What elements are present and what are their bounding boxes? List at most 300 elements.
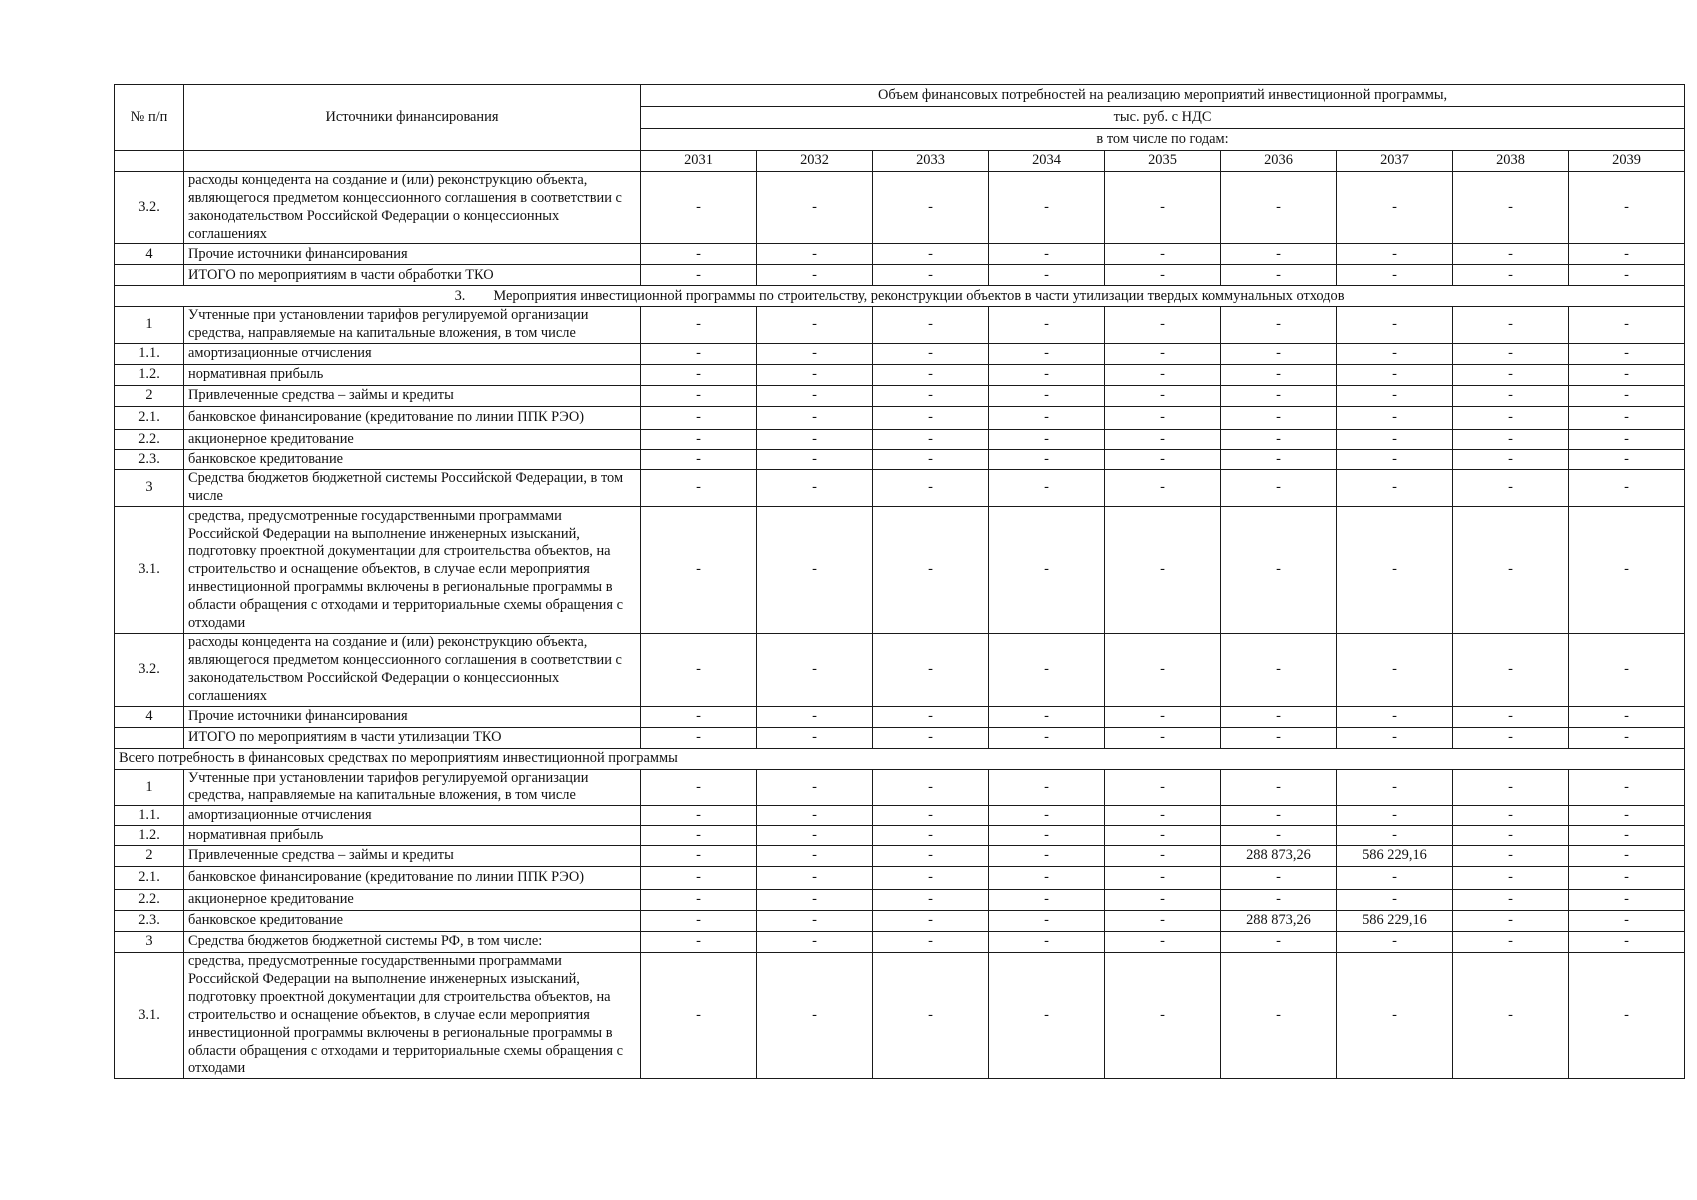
value-cell: - [757, 826, 873, 846]
year-header: 2036 [1221, 151, 1337, 172]
value-cell: - [1221, 706, 1337, 727]
value-cell: - [1105, 386, 1221, 407]
value-cell: - [757, 769, 873, 806]
value-cell: - [641, 265, 757, 286]
value-cell: - [1453, 727, 1569, 748]
value-cell: - [641, 365, 757, 386]
value-cell: - [1453, 386, 1569, 407]
value-cell: - [1569, 727, 1685, 748]
row-number: 1 [115, 769, 184, 806]
value-cell: - [1453, 806, 1569, 826]
value-cell: - [757, 634, 873, 706]
value-cell: - [757, 727, 873, 748]
value-cell: - [1337, 932, 1453, 953]
value-cell: - [1105, 634, 1221, 706]
value-cell: - [1453, 634, 1569, 706]
value-cell: - [1569, 450, 1685, 470]
value-cell: - [757, 890, 873, 911]
source-label: Привлеченные средства – займы и кредиты [184, 846, 641, 867]
value-cell: - [1569, 706, 1685, 727]
value-cell: - [641, 244, 757, 265]
value-cell: - [641, 634, 757, 706]
value-cell: - [1453, 706, 1569, 727]
value-cell: - [1453, 769, 1569, 806]
value-cell: - [873, 430, 989, 450]
value-cell: - [1453, 826, 1569, 846]
year-header: 2039 [1569, 151, 1685, 172]
value-cell: - [641, 953, 757, 1079]
value-cell: - [989, 806, 1105, 826]
value-cell: - [1337, 386, 1453, 407]
value-cell: - [1453, 365, 1569, 386]
year-header: 2034 [989, 151, 1105, 172]
year-header: 2032 [757, 151, 873, 172]
year-header: 2037 [1337, 151, 1453, 172]
row-number: 4 [115, 244, 184, 265]
table-row [115, 846, 1685, 867]
value-cell: - [873, 450, 989, 470]
value-cell: - [641, 769, 757, 806]
value-cell: - [641, 806, 757, 826]
table-row [115, 172, 1685, 244]
section-number: 3. [454, 287, 466, 304]
year-header: 2031 [641, 151, 757, 172]
value-cell: - [1105, 953, 1221, 1079]
value-cell: - [1221, 867, 1337, 890]
value-cell: 288 873,26 [1221, 911, 1337, 932]
value-cell: - [1337, 890, 1453, 911]
value-cell: - [1453, 953, 1569, 1079]
value-cell: 586 229,16 [1337, 911, 1453, 932]
header-blank-source [184, 151, 641, 172]
source-label: средства, предусмотренные государственными программами Российской Федерации на выполнение инженерных изысканий, подготовку проектной документации для строительства объектов, на строительство и оснащение объектов, в случае если мероприятия инвестиционной программы включены в региональные программы в области обращения с отходами и территориальные схемы обращения с отходами [184, 507, 641, 634]
row-number: 2.3. [115, 911, 184, 932]
value-cell: - [641, 407, 757, 430]
value-cell: - [1105, 244, 1221, 265]
value-cell: - [873, 890, 989, 911]
value-cell: - [1337, 365, 1453, 386]
row-number: 1.2. [115, 365, 184, 386]
source-label: Средства бюджетов бюджетной системы Российской Федерации, в том числе [184, 470, 641, 507]
value-cell: - [757, 450, 873, 470]
value-cell: - [1569, 470, 1685, 507]
value-cell: - [1337, 706, 1453, 727]
value-cell: - [989, 932, 1105, 953]
value-cell: - [757, 846, 873, 867]
value-cell: - [1105, 890, 1221, 911]
source-label: акционерное кредитование [184, 430, 641, 450]
table-row [115, 867, 1685, 890]
value-cell: - [1221, 244, 1337, 265]
value-cell: - [1221, 634, 1337, 706]
source-label: расходы концедента на создание и (или) реконструкцию объекта, являющегося предметом концессионного соглашения в соответствии с законодательством Российской Федерации о концессионных соглашениях [184, 172, 641, 244]
value-cell: - [757, 430, 873, 450]
value-cell: - [757, 386, 873, 407]
value-cell: - [757, 265, 873, 286]
value-cell: - [641, 932, 757, 953]
value-cell: - [989, 867, 1105, 890]
value-cell: - [1105, 365, 1221, 386]
source-label: банковское кредитование [184, 450, 641, 470]
value-cell: - [989, 407, 1105, 430]
value-cell: - [1221, 953, 1337, 1079]
value-cell: - [1105, 706, 1221, 727]
value-cell: - [873, 806, 989, 826]
value-cell: - [1569, 911, 1685, 932]
value-cell: - [1337, 172, 1453, 244]
financing-table [114, 84, 1685, 1079]
table-row [115, 244, 1685, 265]
value-cell: - [1337, 727, 1453, 748]
value-cell: - [1221, 450, 1337, 470]
value-cell: - [989, 507, 1105, 634]
row-number: 3.1. [115, 953, 184, 1079]
value-cell: - [641, 172, 757, 244]
row-number: 1.2. [115, 826, 184, 846]
value-cell: - [1569, 932, 1685, 953]
value-cell: - [1221, 806, 1337, 826]
value-cell: - [1221, 430, 1337, 450]
value-cell: - [1105, 507, 1221, 634]
value-cell: - [873, 307, 989, 344]
source-label: нормативная прибыль [184, 365, 641, 386]
value-cell: - [1221, 365, 1337, 386]
row-number: 3.2. [115, 172, 184, 244]
row-number: 3 [115, 932, 184, 953]
value-cell: - [1453, 450, 1569, 470]
value-cell: - [989, 769, 1105, 806]
value-cell: - [1569, 867, 1685, 890]
value-cell: - [757, 507, 873, 634]
table-row [115, 386, 1685, 407]
value-cell: - [757, 806, 873, 826]
section-title [115, 286, 1685, 307]
value-cell: - [1569, 430, 1685, 450]
value-cell: - [1221, 386, 1337, 407]
value-cell: - [641, 867, 757, 890]
value-cell: - [873, 265, 989, 286]
value-cell: - [1221, 932, 1337, 953]
value-cell: - [1337, 953, 1453, 1079]
value-cell: - [1453, 407, 1569, 430]
source-label: амортизационные отчисления [184, 806, 641, 826]
row-number [115, 265, 184, 286]
value-cell: - [1453, 344, 1569, 365]
value-cell: - [989, 344, 1105, 365]
source-label: амортизационные отчисления [184, 344, 641, 365]
value-cell: - [873, 953, 989, 1079]
value-cell: - [1453, 846, 1569, 867]
value-cell: - [873, 727, 989, 748]
value-cell: - [1105, 450, 1221, 470]
table-row [115, 470, 1685, 507]
value-cell: - [873, 172, 989, 244]
value-cell: - [1569, 307, 1685, 344]
total-row [115, 265, 1685, 286]
value-cell: - [989, 846, 1105, 867]
table-row [115, 806, 1685, 826]
value-cell: - [989, 634, 1105, 706]
value-cell: - [1569, 265, 1685, 286]
value-cell: - [1105, 769, 1221, 806]
value-cell: - [873, 932, 989, 953]
year-header: 2033 [873, 151, 989, 172]
table-row [115, 932, 1685, 953]
value-cell: - [1569, 365, 1685, 386]
table-row [115, 407, 1685, 430]
value-cell: - [641, 911, 757, 932]
row-number: 2.1. [115, 867, 184, 890]
value-cell: - [1221, 826, 1337, 846]
value-cell: - [1337, 826, 1453, 846]
value-cell: - [1105, 470, 1221, 507]
value-cell: - [873, 507, 989, 634]
value-cell: - [873, 867, 989, 890]
value-cell: - [873, 769, 989, 806]
source-label: Привлеченные средства – займы и кредиты [184, 386, 641, 407]
header-blank-num [115, 151, 184, 172]
grand-total-heading: Всего потребность в финансовых средствах по мероприятиям инвестиционной программы [115, 748, 1685, 769]
value-cell: - [1221, 507, 1337, 634]
value-cell: - [1453, 932, 1569, 953]
value-cell: - [1221, 407, 1337, 430]
value-cell: - [1337, 265, 1453, 286]
value-cell: - [1105, 846, 1221, 867]
value-cell: - [641, 890, 757, 911]
value-cell: - [1569, 507, 1685, 634]
source-label: ИТОГО по мероприятиям в части обработки ТКО [184, 265, 641, 286]
value-cell: - [1337, 806, 1453, 826]
value-cell: - [641, 706, 757, 727]
year-header: 2035 [1105, 151, 1221, 172]
value-cell: - [1569, 407, 1685, 430]
section-text: Мероприятия инвестиционной программы по строительству, реконструкции объектов в части утилизации твердых коммунальных отходов [493, 287, 1345, 304]
table-row [115, 450, 1685, 470]
value-cell: - [1569, 890, 1685, 911]
value-cell: - [641, 727, 757, 748]
value-cell: - [1337, 344, 1453, 365]
value-cell: - [1337, 470, 1453, 507]
value-cell: 288 873,26 [1221, 846, 1337, 867]
value-cell: - [1453, 470, 1569, 507]
value-cell: - [1453, 867, 1569, 890]
value-cell: - [873, 407, 989, 430]
value-cell: - [641, 507, 757, 634]
value-cell: - [757, 365, 873, 386]
value-cell: - [757, 172, 873, 244]
source-label: банковское кредитование [184, 911, 641, 932]
value-cell: - [641, 307, 757, 344]
header-source: Источники финансирования [184, 85, 641, 151]
value-cell: - [757, 867, 873, 890]
table-row [115, 507, 1685, 634]
value-cell: - [641, 430, 757, 450]
row-number: 1.1. [115, 806, 184, 826]
value-cell: - [1337, 867, 1453, 890]
row-number: 2.3. [115, 450, 184, 470]
header-years-row [115, 151, 1685, 172]
value-cell: - [757, 470, 873, 507]
value-cell: - [1337, 634, 1453, 706]
source-label: банковское финансирование (кредитование по линии ППК РЭО) [184, 867, 641, 890]
source-label: средства, предусмотренные государственными программами Российской Федерации на выполнение инженерных изысканий, подготовку проектной документации для строительства объектов, на строительство и оснащение объектов, в случае если мероприятия инвестиционной программы включены в региональные программы в области обращения с отходами и территориальные схемы обращения с отходами [184, 953, 641, 1079]
value-cell: - [1337, 430, 1453, 450]
value-cell: - [873, 706, 989, 727]
row-number: 3.1. [115, 507, 184, 634]
source-label: Прочие источники финансирования [184, 244, 641, 265]
table-row [115, 706, 1685, 727]
table-header [115, 85, 1685, 172]
value-cell: - [873, 846, 989, 867]
value-cell: - [1221, 769, 1337, 806]
value-cell: - [1337, 407, 1453, 430]
value-cell: 586 229,16 [1337, 846, 1453, 867]
value-cell: - [1569, 953, 1685, 1079]
value-cell: - [1453, 172, 1569, 244]
header-num: № п/п [115, 85, 184, 151]
value-cell: - [1221, 727, 1337, 748]
value-cell: - [1453, 265, 1569, 286]
value-cell: - [641, 386, 757, 407]
row-number: 2.2. [115, 890, 184, 911]
header-units: тыс. руб. с НДС [641, 107, 1685, 129]
row-number: 3 [115, 470, 184, 507]
value-cell: - [1569, 244, 1685, 265]
value-cell: - [989, 430, 1105, 450]
value-cell: - [873, 470, 989, 507]
value-cell: - [1105, 826, 1221, 846]
value-cell: - [1337, 244, 1453, 265]
value-cell: - [641, 344, 757, 365]
source-label: Учтенные при установлении тарифов регулируемой организации средства, направляемые на капитальные вложения, в том числе [184, 769, 641, 806]
row-number: 2.1. [115, 407, 184, 430]
value-cell: - [1105, 806, 1221, 826]
value-cell: - [989, 172, 1105, 244]
value-cell: - [1221, 172, 1337, 244]
value-cell: - [1221, 344, 1337, 365]
value-cell: - [873, 911, 989, 932]
value-cell: - [757, 911, 873, 932]
value-cell: - [989, 911, 1105, 932]
value-cell: - [1105, 407, 1221, 430]
value-cell: - [1569, 826, 1685, 846]
value-cell: - [873, 386, 989, 407]
row-number: 4 [115, 706, 184, 727]
row-number: 1.1. [115, 344, 184, 365]
source-label: Прочие источники финансирования [184, 706, 641, 727]
value-cell: - [1337, 769, 1453, 806]
value-cell: - [1337, 507, 1453, 634]
source-label: Учтенные при установлении тарифов регулируемой организации средства, направляемые на капитальные вложения, в том числе [184, 307, 641, 344]
value-cell: - [989, 470, 1105, 507]
value-cell: - [1105, 344, 1221, 365]
value-cell: - [989, 365, 1105, 386]
source-label: расходы концедента на создание и (или) реконструкцию объекта, являющегося предметом концессионного соглашения в соответствии с законодательством Российской Федерации о концессионных соглашениях [184, 634, 641, 706]
value-cell: - [1569, 172, 1685, 244]
value-cell: - [1105, 727, 1221, 748]
value-cell: - [989, 386, 1105, 407]
row-number: 1 [115, 307, 184, 344]
value-cell: - [989, 890, 1105, 911]
table-row [115, 430, 1685, 450]
value-cell: - [873, 826, 989, 846]
value-cell: - [1453, 507, 1569, 634]
value-cell: - [757, 307, 873, 344]
value-cell: - [989, 450, 1105, 470]
value-cell: - [757, 407, 873, 430]
table-row [115, 890, 1685, 911]
table-row [115, 634, 1685, 706]
row-number [115, 727, 184, 748]
value-cell: - [873, 344, 989, 365]
value-cell: - [641, 826, 757, 846]
row-number: 2.2. [115, 430, 184, 450]
source-label: акционерное кредитование [184, 890, 641, 911]
value-cell: - [1337, 307, 1453, 344]
value-cell: - [1453, 890, 1569, 911]
value-cell: - [1221, 890, 1337, 911]
table-row [115, 826, 1685, 846]
value-cell: - [1105, 911, 1221, 932]
value-cell: - [757, 932, 873, 953]
table-row [115, 911, 1685, 932]
section-row [115, 286, 1685, 307]
value-cell: - [1569, 634, 1685, 706]
value-cell: - [1105, 932, 1221, 953]
value-cell: - [1221, 307, 1337, 344]
value-cell: - [757, 706, 873, 727]
value-cell: - [1105, 265, 1221, 286]
row-number: 2 [115, 846, 184, 867]
table-row [115, 953, 1685, 1079]
table-row [115, 307, 1685, 344]
table-body [115, 172, 1685, 1079]
value-cell: - [757, 244, 873, 265]
grand-total-heading-row [115, 748, 1685, 769]
value-cell: - [1569, 769, 1685, 806]
value-cell: - [873, 365, 989, 386]
source-label: ИТОГО по мероприятиям в части утилизации ТКО [184, 727, 641, 748]
header-volume-title: Объем финансовых потребностей на реализацию мероприятий инвестиционной программы, [641, 85, 1685, 107]
table-row [115, 344, 1685, 365]
value-cell: - [1569, 344, 1685, 365]
value-cell: - [873, 244, 989, 265]
value-cell: - [989, 727, 1105, 748]
value-cell: - [1569, 806, 1685, 826]
table-row [115, 769, 1685, 806]
total-row [115, 727, 1685, 748]
value-cell: - [1221, 470, 1337, 507]
header-by-years: в том числе по годам: [641, 129, 1685, 151]
value-cell: - [641, 846, 757, 867]
value-cell: - [1105, 172, 1221, 244]
value-cell: - [757, 953, 873, 1079]
value-cell: - [757, 344, 873, 365]
source-label: Средства бюджетов бюджетной системы РФ, в том числе: [184, 932, 641, 953]
value-cell: - [1453, 430, 1569, 450]
value-cell: - [1337, 450, 1453, 470]
row-number: 3.2. [115, 634, 184, 706]
table-row [115, 365, 1685, 386]
value-cell: - [1569, 846, 1685, 867]
value-cell: - [1221, 265, 1337, 286]
source-label: банковское финансирование (кредитование по линии ППК РЭО) [184, 407, 641, 430]
value-cell: - [1453, 307, 1569, 344]
value-cell: - [989, 953, 1105, 1079]
value-cell: - [1453, 911, 1569, 932]
value-cell: - [989, 826, 1105, 846]
value-cell: - [1105, 430, 1221, 450]
